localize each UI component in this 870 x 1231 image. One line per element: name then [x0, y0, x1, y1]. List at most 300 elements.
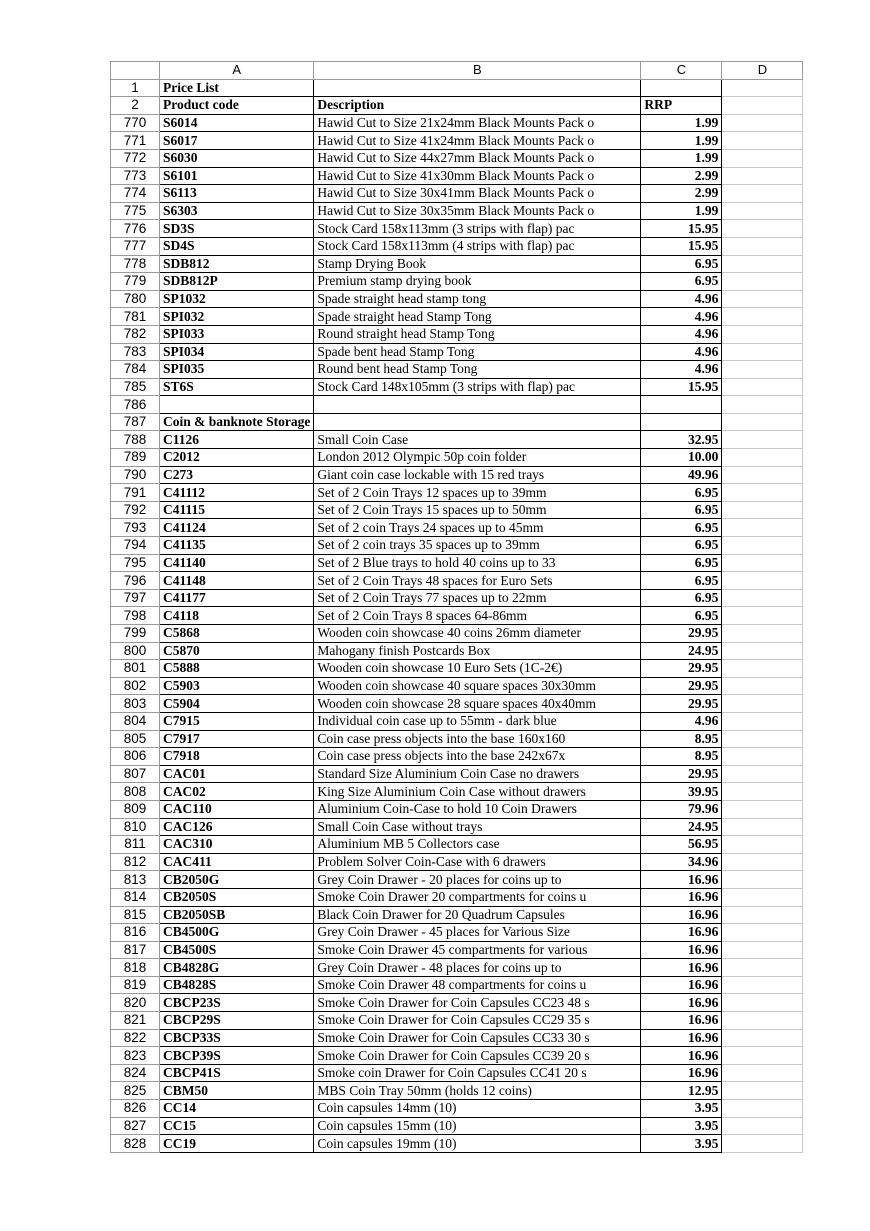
description-cell[interactable]: Coin capsules 14mm (10): [314, 1100, 641, 1118]
row-number[interactable]: 819: [111, 976, 160, 994]
row-number[interactable]: 801: [111, 660, 160, 678]
row-number[interactable]: 818: [111, 959, 160, 977]
rrp-cell[interactable]: 4.96: [641, 712, 722, 730]
product-code-cell[interactable]: C5904: [160, 695, 314, 713]
cell-d[interactable]: [722, 308, 803, 326]
rrp-cell[interactable]: 16.96: [641, 976, 722, 994]
description-cell[interactable]: Smoke Coin Drawer for Coin Capsules CC39 20 s: [314, 1047, 641, 1065]
row-number[interactable]: 790: [111, 466, 160, 484]
rrp-cell[interactable]: 3.95: [641, 1135, 722, 1153]
product-code-cell[interactable]: SD4S: [160, 237, 314, 255]
product-code-cell[interactable]: S6101: [160, 167, 314, 185]
row-number[interactable]: 777: [111, 237, 160, 255]
product-code-cell[interactable]: CBCP39S: [160, 1047, 314, 1065]
description-cell[interactable]: [314, 396, 641, 414]
cell-d[interactable]: [722, 1047, 803, 1065]
rrp-cell[interactable]: 24.95: [641, 818, 722, 836]
description-cell[interactable]: Mahogany finish Postcards Box: [314, 642, 641, 660]
product-code-cell[interactable]: CBCP33S: [160, 1029, 314, 1047]
product-code-cell[interactable]: SPI033: [160, 325, 314, 343]
row-number[interactable]: 775: [111, 202, 160, 220]
row-number[interactable]: 808: [111, 783, 160, 801]
description-header[interactable]: Description: [314, 97, 641, 115]
rrp-cell[interactable]: 29.95: [641, 677, 722, 695]
product-code-cell[interactable]: C273: [160, 466, 314, 484]
product-code-cell[interactable]: SPI035: [160, 361, 314, 379]
product-code-cell[interactable]: CC15: [160, 1117, 314, 1135]
row-number[interactable]: 825: [111, 1082, 160, 1100]
rrp-cell[interactable]: 16.96: [641, 994, 722, 1012]
rrp-cell[interactable]: 24.95: [641, 642, 722, 660]
cell-d[interactable]: [722, 818, 803, 836]
product-code-cell[interactable]: CC19: [160, 1135, 314, 1153]
rrp-header[interactable]: RRP: [641, 97, 722, 115]
product-code-cell[interactable]: CB2050G: [160, 871, 314, 889]
cell-d[interactable]: [722, 1082, 803, 1100]
description-cell[interactable]: Smoke Coin Drawer for Coin Capsules CC29 35 s: [314, 1012, 641, 1030]
cell-d[interactable]: [722, 501, 803, 519]
row-number[interactable]: 787: [111, 413, 160, 431]
rrp-cell[interactable]: 6.95: [641, 501, 722, 519]
description-cell[interactable]: Smoke Coin Drawer 20 compartments for coins u: [314, 888, 641, 906]
row-number[interactable]: 806: [111, 748, 160, 766]
cell-d[interactable]: [722, 1012, 803, 1030]
cell-d[interactable]: [722, 748, 803, 766]
cell-d[interactable]: [722, 677, 803, 695]
row-number[interactable]: 816: [111, 924, 160, 942]
cell-d[interactable]: [722, 959, 803, 977]
cell-d[interactable]: [722, 519, 803, 537]
row-number[interactable]: 815: [111, 906, 160, 924]
description-cell[interactable]: Hawid Cut to Size 30x35mm Black Mounts Pack o: [314, 202, 641, 220]
row-number[interactable]: 817: [111, 941, 160, 959]
description-cell[interactable]: [314, 413, 641, 431]
rrp-cell[interactable]: 4.96: [641, 343, 722, 361]
row-number[interactable]: 799: [111, 625, 160, 643]
row-number[interactable]: 794: [111, 537, 160, 555]
description-cell[interactable]: Grey Coin Drawer - 20 places for coins up to: [314, 871, 641, 889]
row-number[interactable]: 789: [111, 449, 160, 467]
column-header-a[interactable]: A: [160, 62, 314, 80]
product-code-cell[interactable]: CAC126: [160, 818, 314, 836]
product-code-cell[interactable]: CBCP23S: [160, 994, 314, 1012]
rrp-cell[interactable]: 2.99: [641, 167, 722, 185]
rrp-cell[interactable]: 6.95: [641, 273, 722, 291]
row-number[interactable]: 791: [111, 484, 160, 502]
row-number[interactable]: 827: [111, 1117, 160, 1135]
cell-d[interactable]: [722, 730, 803, 748]
description-cell[interactable]: Black Coin Drawer for 20 Quadrum Capsules: [314, 906, 641, 924]
rrp-cell[interactable]: 6.95: [641, 537, 722, 555]
product-code-cell[interactable]: S6017: [160, 132, 314, 150]
product-code-cell[interactable]: SDB812: [160, 255, 314, 273]
rrp-cell[interactable]: 6.95: [641, 519, 722, 537]
description-cell[interactable]: Standard Size Aluminium Coin Case no drawers: [314, 765, 641, 783]
cell-d[interactable]: [722, 660, 803, 678]
rrp-cell[interactable]: 15.95: [641, 237, 722, 255]
description-cell[interactable]: Problem Solver Coin-Case with 6 drawers: [314, 853, 641, 871]
row-number[interactable]: 823: [111, 1047, 160, 1065]
description-cell[interactable]: MBS Coin Tray 50mm (holds 12 coins): [314, 1082, 641, 1100]
row-number[interactable]: 793: [111, 519, 160, 537]
cell-d[interactable]: [722, 413, 803, 431]
row-number[interactable]: 788: [111, 431, 160, 449]
cell-d[interactable]: [722, 255, 803, 273]
cell-d[interactable]: [722, 114, 803, 132]
rrp-cell[interactable]: 29.95: [641, 660, 722, 678]
cell-d[interactable]: [722, 572, 803, 590]
product-code-cell[interactable]: SD3S: [160, 220, 314, 238]
rrp-cell[interactable]: 16.96: [641, 941, 722, 959]
product-code-cell[interactable]: C41124: [160, 519, 314, 537]
row-number[interactable]: 2: [111, 97, 160, 115]
rrp-cell[interactable]: 56.95: [641, 836, 722, 854]
cell-d[interactable]: [722, 325, 803, 343]
rrp-cell[interactable]: 16.96: [641, 888, 722, 906]
rrp-cell[interactable]: 8.95: [641, 730, 722, 748]
product-code-cell[interactable]: CB4828G: [160, 959, 314, 977]
rrp-cell[interactable]: 29.95: [641, 625, 722, 643]
row-number[interactable]: 814: [111, 888, 160, 906]
cell-d[interactable]: [722, 343, 803, 361]
description-cell[interactable]: Spade bent head Stamp Tong: [314, 343, 641, 361]
description-cell[interactable]: Round straight head Stamp Tong: [314, 325, 641, 343]
row-number[interactable]: 773: [111, 167, 160, 185]
rrp-cell[interactable]: 34.96: [641, 853, 722, 871]
product-code-cell[interactable]: CAC01: [160, 765, 314, 783]
rrp-cell[interactable]: 29.95: [641, 765, 722, 783]
row-number[interactable]: 828: [111, 1135, 160, 1153]
product-code-cell[interactable]: SPI034: [160, 343, 314, 361]
column-header-b[interactable]: B: [314, 62, 641, 80]
row-number[interactable]: 803: [111, 695, 160, 713]
product-code-cell[interactable]: C41135: [160, 537, 314, 555]
row-number[interactable]: 811: [111, 836, 160, 854]
description-cell[interactable]: King Size Aluminium Coin Case without drawers: [314, 783, 641, 801]
description-cell[interactable]: Hawid Cut to Size 44x27mm Black Mounts Pack o: [314, 149, 641, 167]
cell-d[interactable]: [722, 273, 803, 291]
cell-d[interactable]: [722, 149, 803, 167]
description-cell[interactable]: Coin case press objects into the base 242x67x: [314, 748, 641, 766]
row-number[interactable]: 820: [111, 994, 160, 1012]
cell-d[interactable]: [722, 642, 803, 660]
cell-d[interactable]: [722, 1064, 803, 1082]
cell-d[interactable]: [722, 290, 803, 308]
cell-d[interactable]: [722, 994, 803, 1012]
rrp-cell[interactable]: 4.96: [641, 325, 722, 343]
rrp-cell[interactable]: 10.00: [641, 449, 722, 467]
product-code-cell[interactable]: C41140: [160, 554, 314, 572]
cell-d[interactable]: [722, 167, 803, 185]
row-number[interactable]: 796: [111, 572, 160, 590]
row-number[interactable]: 781: [111, 308, 160, 326]
cell-d[interactable]: [722, 202, 803, 220]
rrp-cell[interactable]: 79.96: [641, 800, 722, 818]
rrp-cell[interactable]: 1.99: [641, 149, 722, 167]
cell-d[interactable]: [722, 888, 803, 906]
cell-d[interactable]: [722, 1135, 803, 1153]
rrp-cell[interactable]: 3.95: [641, 1117, 722, 1135]
description-cell[interactable]: Smoke coin Drawer for Coin Capsules CC41 20 s: [314, 1064, 641, 1082]
product-code-cell[interactable]: C41112: [160, 484, 314, 502]
description-cell[interactable]: Hawid Cut to Size 41x24mm Black Mounts Pack o: [314, 132, 641, 150]
description-cell[interactable]: Set of 2 Coin Trays 12 spaces up to 39mm: [314, 484, 641, 502]
rrp-cell[interactable]: 8.95: [641, 748, 722, 766]
cell-d[interactable]: [722, 836, 803, 854]
cell-d[interactable]: [722, 853, 803, 871]
cell-d[interactable]: [722, 378, 803, 396]
cell-d[interactable]: [722, 607, 803, 625]
cell-d[interactable]: [722, 537, 803, 555]
product-code-cell[interactable]: CAC02: [160, 783, 314, 801]
product-code-cell[interactable]: C4118: [160, 607, 314, 625]
product-code-cell[interactable]: CB2050S: [160, 888, 314, 906]
row-number[interactable]: 824: [111, 1064, 160, 1082]
description-cell[interactable]: Premium stamp drying book: [314, 273, 641, 291]
description-cell[interactable]: Giant coin case lockable with 15 red trays: [314, 466, 641, 484]
product-code-cell[interactable]: CB4828S: [160, 976, 314, 994]
cell-d[interactable]: [722, 589, 803, 607]
description-cell[interactable]: London 2012 Olympic 50p coin folder: [314, 449, 641, 467]
product-code-cell[interactable]: CC14: [160, 1100, 314, 1118]
product-code-cell[interactable]: S6030: [160, 149, 314, 167]
cell-d[interactable]: [722, 783, 803, 801]
description-cell[interactable]: Small Coin Case without trays: [314, 818, 641, 836]
product-code-cell[interactable]: S6113: [160, 185, 314, 203]
rrp-cell[interactable]: [641, 396, 722, 414]
cell-d[interactable]: [722, 185, 803, 203]
cell-d[interactable]: [722, 237, 803, 255]
product-code-cell[interactable]: C1126: [160, 431, 314, 449]
product-code-cell[interactable]: CAC411: [160, 853, 314, 871]
rrp-cell[interactable]: 16.96: [641, 871, 722, 889]
row-number[interactable]: 774: [111, 185, 160, 203]
product-code-cell[interactable]: C5903: [160, 677, 314, 695]
cell-d[interactable]: [722, 906, 803, 924]
row-number[interactable]: 800: [111, 642, 160, 660]
product-code-cell[interactable]: C5868: [160, 625, 314, 643]
rrp-cell[interactable]: 32.95: [641, 431, 722, 449]
rrp-cell[interactable]: 49.96: [641, 466, 722, 484]
row-number[interactable]: 795: [111, 554, 160, 572]
row-number[interactable]: 1: [111, 79, 160, 97]
description-cell[interactable]: Individual coin case up to 55mm - dark blue: [314, 712, 641, 730]
description-cell[interactable]: Aluminium Coin-Case to hold 10 Coin Drawers: [314, 800, 641, 818]
rrp-cell[interactable]: 6.95: [641, 572, 722, 590]
cell-d[interactable]: [722, 220, 803, 238]
rrp-cell[interactable]: 15.95: [641, 378, 722, 396]
row-number[interactable]: 783: [111, 343, 160, 361]
row-number[interactable]: 792: [111, 501, 160, 519]
description-cell[interactable]: Set of 2 Coin Trays 8 spaces 64-86mm: [314, 607, 641, 625]
rrp-cell[interactable]: 6.95: [641, 554, 722, 572]
product-code-cell[interactable]: SDB812P: [160, 273, 314, 291]
description-cell[interactable]: Smoke Coin Drawer for Coin Capsules CC23 48 s: [314, 994, 641, 1012]
cell-d[interactable]: [722, 97, 803, 115]
cell-d[interactable]: [722, 625, 803, 643]
cell-d[interactable]: [722, 941, 803, 959]
rrp-cell[interactable]: 4.96: [641, 308, 722, 326]
cell-d[interactable]: [722, 976, 803, 994]
product-code-cell[interactable]: C7917: [160, 730, 314, 748]
rrp-cell[interactable]: 16.96: [641, 906, 722, 924]
row-number[interactable]: 782: [111, 325, 160, 343]
cell-d[interactable]: [722, 431, 803, 449]
rrp-cell[interactable]: [641, 413, 722, 431]
rrp-cell[interactable]: 4.96: [641, 361, 722, 379]
row-number[interactable]: 802: [111, 677, 160, 695]
description-cell[interactable]: Small Coin Case: [314, 431, 641, 449]
row-number[interactable]: 771: [111, 132, 160, 150]
rrp-cell[interactable]: 1.99: [641, 114, 722, 132]
rrp-cell[interactable]: 29.95: [641, 695, 722, 713]
row-number[interactable]: 805: [111, 730, 160, 748]
row-number[interactable]: 785: [111, 378, 160, 396]
product-code-cell[interactable]: ST6S: [160, 378, 314, 396]
cell-d[interactable]: [722, 484, 803, 502]
row-number[interactable]: 798: [111, 607, 160, 625]
product-code-cell[interactable]: C5870: [160, 642, 314, 660]
product-code-cell[interactable]: C7918: [160, 748, 314, 766]
row-number[interactable]: 797: [111, 589, 160, 607]
product-code-cell[interactable]: [160, 396, 314, 414]
product-code-cell[interactable]: CBCP29S: [160, 1012, 314, 1030]
description-cell[interactable]: Hawid Cut to Size 21x24mm Black Mounts Pack o: [314, 114, 641, 132]
row-number[interactable]: 813: [111, 871, 160, 889]
description-cell[interactable]: Smoke Coin Drawer for Coin Capsules CC33 30 s: [314, 1029, 641, 1047]
description-cell[interactable]: Wooden coin showcase 40 coins 26mm diameter: [314, 625, 641, 643]
description-cell[interactable]: Stamp Drying Book: [314, 255, 641, 273]
product-code-cell[interactable]: S6303: [160, 202, 314, 220]
cell-b[interactable]: [314, 79, 641, 97]
product-code-cell[interactable]: CBM50: [160, 1082, 314, 1100]
rrp-cell[interactable]: 1.99: [641, 132, 722, 150]
row-number[interactable]: 779: [111, 273, 160, 291]
row-number[interactable]: 822: [111, 1029, 160, 1047]
product-code-cell[interactable]: CB4500S: [160, 941, 314, 959]
description-cell[interactable]: Stock Card 148x105mm (3 strips with flap) pac: [314, 378, 641, 396]
cell-d[interactable]: [722, 712, 803, 730]
rrp-cell[interactable]: 15.95: [641, 220, 722, 238]
row-number[interactable]: 770: [111, 114, 160, 132]
cell-d[interactable]: [722, 1117, 803, 1135]
row-number[interactable]: 776: [111, 220, 160, 238]
row-number[interactable]: 778: [111, 255, 160, 273]
description-cell[interactable]: Set of 2 coin trays 35 spaces up to 39mm: [314, 537, 641, 555]
row-number[interactable]: 772: [111, 149, 160, 167]
cell-d[interactable]: [722, 132, 803, 150]
description-cell[interactable]: Aluminium MB 5 Collectors case: [314, 836, 641, 854]
cell-d[interactable]: [722, 1100, 803, 1118]
rrp-cell[interactable]: 6.95: [641, 607, 722, 625]
rrp-cell[interactable]: 16.96: [641, 924, 722, 942]
row-number[interactable]: 807: [111, 765, 160, 783]
description-cell[interactable]: Stock Card 158x113mm (3 strips with flap) pac: [314, 220, 641, 238]
row-number[interactable]: 821: [111, 1012, 160, 1030]
cell-d[interactable]: [722, 79, 803, 97]
description-cell[interactable]: Wooden coin showcase 28 square spaces 40x40mm: [314, 695, 641, 713]
cell-d[interactable]: [722, 396, 803, 414]
description-cell[interactable]: Round bent head Stamp Tong: [314, 361, 641, 379]
rrp-cell[interactable]: 16.96: [641, 959, 722, 977]
cell-c[interactable]: [641, 79, 722, 97]
product-code-cell[interactable]: CAC310: [160, 836, 314, 854]
description-cell[interactable]: Stock Card 158x113mm (4 strips with flap) pac: [314, 237, 641, 255]
product-code-cell[interactable]: C41148: [160, 572, 314, 590]
description-cell[interactable]: Grey Coin Drawer - 48 places for coins up to: [314, 959, 641, 977]
description-cell[interactable]: Hawid Cut to Size 30x41mm Black Mounts Pack o: [314, 185, 641, 203]
rrp-cell[interactable]: 6.95: [641, 255, 722, 273]
cell-d[interactable]: [722, 466, 803, 484]
product-code-cell[interactable]: C41115: [160, 501, 314, 519]
row-number[interactable]: 826: [111, 1100, 160, 1118]
product-code-cell[interactable]: CB4500G: [160, 924, 314, 942]
corner-cell[interactable]: [111, 62, 160, 80]
rrp-cell[interactable]: 16.96: [641, 1029, 722, 1047]
cell-d[interactable]: [722, 924, 803, 942]
row-number[interactable]: 812: [111, 853, 160, 871]
rrp-cell[interactable]: 16.96: [641, 1012, 722, 1030]
rrp-cell[interactable]: 6.95: [641, 484, 722, 502]
description-cell[interactable]: Coin capsules 19mm (10): [314, 1135, 641, 1153]
cell-d[interactable]: [722, 800, 803, 818]
product-code-cell[interactable]: Coin & banknote Storage: [160, 413, 314, 431]
description-cell[interactable]: Spade straight head stamp tong: [314, 290, 641, 308]
row-number[interactable]: 810: [111, 818, 160, 836]
description-cell[interactable]: Grey Coin Drawer - 45 places for Various Size: [314, 924, 641, 942]
cell-d[interactable]: [722, 554, 803, 572]
cell-d[interactable]: [722, 1029, 803, 1047]
description-cell[interactable]: Set of 2 Coin Trays 48 spaces for Euro Sets: [314, 572, 641, 590]
column-header-c[interactable]: C: [641, 62, 722, 80]
description-cell[interactable]: Set of 2 coin Trays 24 spaces up to 45mm: [314, 519, 641, 537]
product-code-cell[interactable]: C7915: [160, 712, 314, 730]
product-code-header[interactable]: Product code: [160, 97, 314, 115]
rrp-cell[interactable]: 16.96: [641, 1047, 722, 1065]
product-code-cell[interactable]: CAC110: [160, 800, 314, 818]
row-number[interactable]: 780: [111, 290, 160, 308]
rrp-cell[interactable]: 12.95: [641, 1082, 722, 1100]
product-code-cell[interactable]: C41177: [160, 589, 314, 607]
cell-d[interactable]: [722, 361, 803, 379]
product-code-cell[interactable]: SPI032: [160, 308, 314, 326]
rrp-cell[interactable]: 39.95: [641, 783, 722, 801]
description-cell[interactable]: Smoke Coin Drawer 48 compartments for coins u: [314, 976, 641, 994]
row-number[interactable]: 784: [111, 361, 160, 379]
row-number[interactable]: 809: [111, 800, 160, 818]
cell-d[interactable]: [722, 449, 803, 467]
description-cell[interactable]: Wooden coin showcase 10 Euro Sets (1C-2€): [314, 660, 641, 678]
cell-d[interactable]: [722, 871, 803, 889]
cell-d[interactable]: [722, 695, 803, 713]
product-code-cell[interactable]: CB2050SB: [160, 906, 314, 924]
description-cell[interactable]: Coin case press objects into the base 160x160: [314, 730, 641, 748]
rrp-cell[interactable]: 4.96: [641, 290, 722, 308]
description-cell[interactable]: Coin capsules 15mm (10): [314, 1117, 641, 1135]
product-code-cell[interactable]: C5888: [160, 660, 314, 678]
rrp-cell[interactable]: 16.96: [641, 1064, 722, 1082]
cell-d[interactable]: [722, 765, 803, 783]
rrp-cell[interactable]: 3.95: [641, 1100, 722, 1118]
rrp-cell[interactable]: 2.99: [641, 185, 722, 203]
price-list-title[interactable]: Price List: [160, 79, 314, 97]
rrp-cell[interactable]: 1.99: [641, 202, 722, 220]
description-cell[interactable]: Set of 2 Coin Trays 15 spaces up to 50mm: [314, 501, 641, 519]
description-cell[interactable]: Set of 2 Coin Trays 77 spaces up to 22mm: [314, 589, 641, 607]
product-code-cell[interactable]: SP1032: [160, 290, 314, 308]
product-code-cell[interactable]: S6014: [160, 114, 314, 132]
row-number[interactable]: 786: [111, 396, 160, 414]
